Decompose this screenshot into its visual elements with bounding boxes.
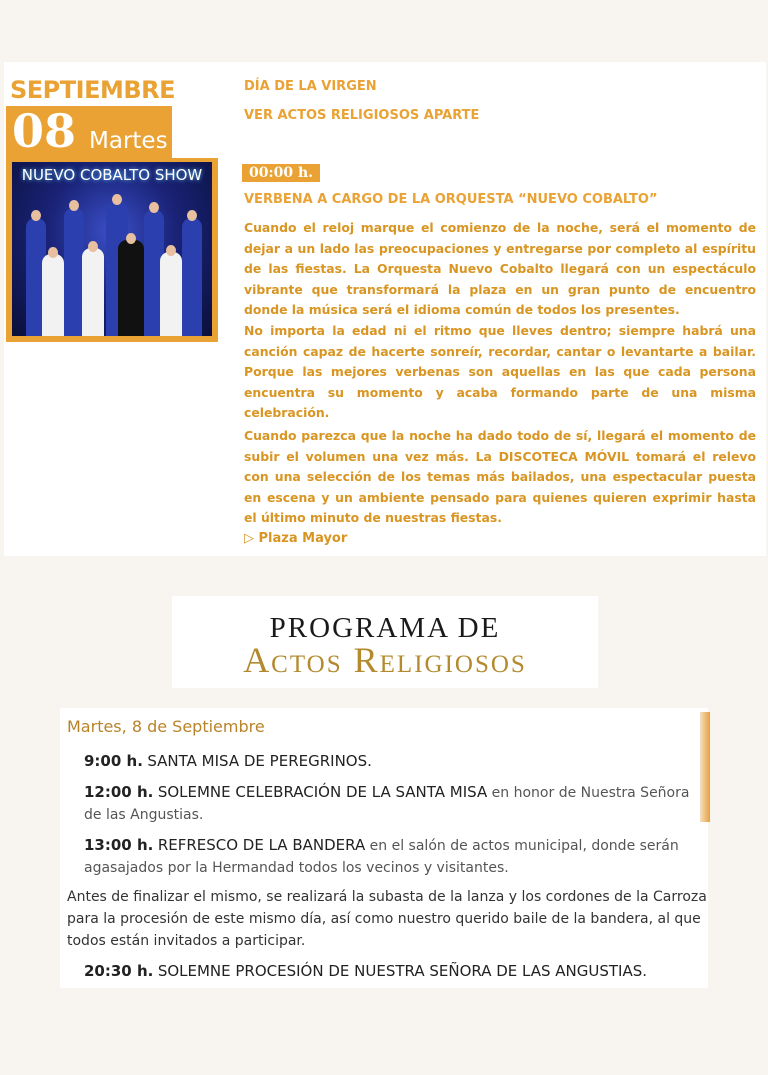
program-item <box>84 750 704 773</box>
program-item-detail: en honor de Nuestra Señora de las Angustias. <box>84 785 690 823</box>
program-item-headline: SOLEMNE PROCESIÓN DE NUESTRA SEÑORA DE LAS ANGUSTIAS. <box>157 962 648 980</box>
date-box <box>6 106 172 158</box>
program-item-headline: SANTA MISA DE PEREGRINOS. <box>147 752 372 770</box>
program-note: Antes de finalizar el mismo, se realizará la subasta de la lanza y los cordones de la Carroza para la procesión de este mismo día, así como nuestro querido baile de la bandera, al que todos están invitados a participar. <box>67 889 707 949</box>
photo-title: NUEVO COBALTO SHOW <box>21 166 203 184</box>
band-photo-frame <box>6 158 218 342</box>
program-item-time: 20:30 h. <box>84 962 154 980</box>
event-subtitle: VERBENA A CARGO DE LA ORQUESTA “NUEVO COBALTO” <box>244 192 658 207</box>
program-item-time: 12:00 h. <box>84 783 154 801</box>
program-item-time: 9:00 h. <box>84 752 143 770</box>
event-headline-link[interactable]: VER ACTOS RELIGIOSOS APARTE <box>244 108 480 123</box>
program-item-time: 13:00 h. <box>84 836 154 854</box>
event-headline: DÍA DE LA VIRGEN <box>244 79 377 94</box>
band-photo <box>12 162 212 336</box>
program-item <box>84 781 704 826</box>
band-heads <box>12 162 212 336</box>
program-title-line1: PROGRAMA DE <box>269 612 501 644</box>
day-number: 08 <box>12 104 77 158</box>
event-time-badge: 00:00 h. <box>242 164 320 182</box>
event-paragraph: Cuando el reloj marque el comienzo de la noche, será el momento de dejar a un lado las preocupaciones y entregarse por completo al espíritu de las fiestas. La Orquesta Nuevo Cobalto llegará con un espectáculo vibrante que transformará la plaza en un gran punto de encuentro donde la música será el idioma común de todos los presentes. <box>244 220 756 318</box>
program-item-detail: en el salón de actos municipal, donde serán agasajados por la Hermandad todos los vecinos y visitantes. <box>84 838 679 876</box>
program-title-card <box>172 596 598 688</box>
month-label: SEPTIEMBRE <box>10 76 176 104</box>
weekday: Martes <box>89 128 168 154</box>
program-item <box>84 834 704 879</box>
program-item-headline: REFRESCO DE LA BANDERA <box>157 836 366 854</box>
event-location: ▷ Plaza Mayor <box>244 531 348 546</box>
program-date: Martes, 8 de Septiembre <box>67 717 265 736</box>
event-paragraph: No importa la edad ni el ritmo que lleves dentro; siempre habrá una canción capaz de hacerte sonreír, recordar, cantar o levantarte a bailar. Porque las mejores verbenas son aquellas en las que cada persona encuentra su momento y acaba formando parte de una misma celebración. <box>244 323 756 421</box>
event-paragraph: Cuando parezca que la noche ha dado todo de sí, llegará el momento de subir el volumen una vez más. La DISCOTECA MÓVIL tomará el relevo con una selección de los temas más bailados, una espectacular puesta en escena y un ambiente pensado para quienes quieren exprimir hasta el último minuto de nuestras fiestas. <box>244 428 756 526</box>
program-item-headline: SOLEMNE CELEBRACIÓN DE LA SANTA MISA <box>157 783 488 801</box>
program-item <box>84 960 704 983</box>
program-title-line2: Actos Religiosos <box>243 640 527 680</box>
